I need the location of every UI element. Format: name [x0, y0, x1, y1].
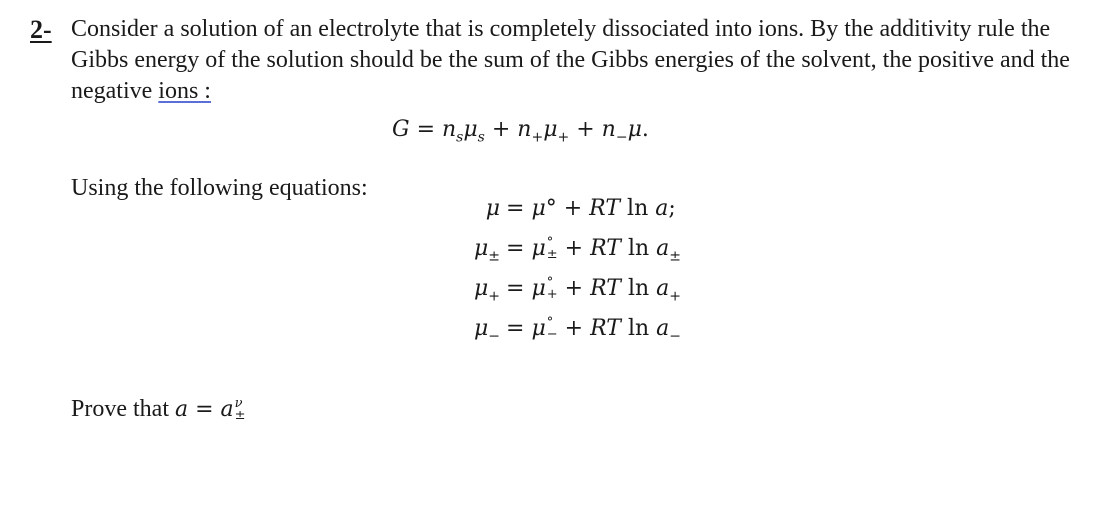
chemical-potential-equations [440, 196, 681, 356]
gibbs-energy-equation: $G = n_s\mu_s + n_+\mu_+ + n_-\mu$. [392, 117, 649, 146]
equations-label: Using the following equations: [71, 175, 368, 201]
question-number: 2- [30, 15, 52, 44]
equation-mu-minus: $\mu_-$ = μ ° − + RT $\ln a_-$ [473, 315, 682, 345]
equation-mu-plus: $\mu_+$ = μ ° + + RT $\ln a_+$ [473, 275, 682, 305]
problem-text-ions: ions : [158, 78, 211, 104]
problem-text [71, 14, 1100, 107]
equation-mu: μ = μ° + RT ln a; [485, 196, 676, 221]
prove-formula: a = a ν ± [174, 396, 246, 423]
problem-statement [30, 14, 1100, 107]
problem-text-main: Consider a solution of an electrolyte that is completely dissociated into ions. By the additivity rule the Gibbs energy of the solution should be the sum of the Gibbs energies of the solvent, the positive and the negative [71, 16, 1070, 104]
prove-label: Prove that [71, 396, 169, 422]
prove-statement [71, 396, 246, 423]
equation-mu-plus-minus: $\mu_\pm$ = μ ° ± + RT $\ln a_\pm$ [473, 235, 682, 265]
